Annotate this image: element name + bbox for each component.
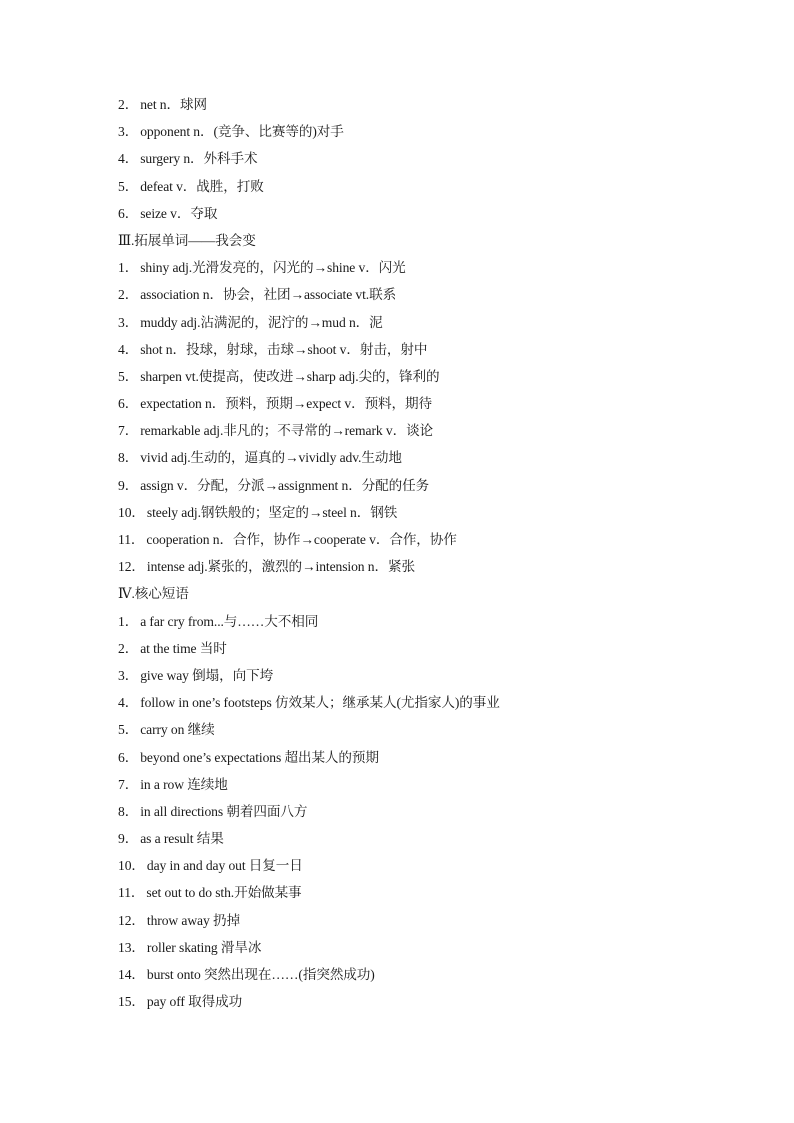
list-item: 13． roller skating 滑旱冰 <box>118 939 262 955</box>
list-item: 11． cooperation n．合作，协作→cooperate v．合作，协作 <box>118 532 457 547</box>
list-item: 5． sharpen vt.使提高，使改进→sharp adj.尖的，锋利的 <box>118 368 440 384</box>
list-item: 6． seize v．夺取 <box>118 205 218 221</box>
list-item: 10． steely adj.钢铁般的；坚定的→steel n．钢铁 <box>118 504 398 520</box>
list-item: 5． defeat v．战胜，打败 <box>118 178 264 194</box>
list-item: 12． throw away 扔掉 <box>118 912 240 928</box>
list-item: 2． net n．球网 <box>118 97 207 112</box>
word-list-continued <box>118 94 738 230</box>
section-heading: Ⅳ.核心短语 <box>118 586 189 602</box>
list-item: 10． day in and day out 日复一日 <box>118 858 303 874</box>
list-item: 2． association n．协会，社团→associate vt.联系 <box>118 287 397 303</box>
list-item: 5． carry on 继续 <box>118 722 215 738</box>
list-item: 8． vivid adj.生动的，逼真的→vividly adv.生动地 <box>118 450 402 466</box>
list-item: 3． muddy adj.沾满泥的，泥泞的→mud n．泥 <box>118 314 383 330</box>
list-item: 3． give way 倒塌，向下垮 <box>118 667 274 683</box>
list-item: 9． as a result 结果 <box>118 831 224 847</box>
list-item: 11． set out to do sth.开始做某事 <box>118 885 302 901</box>
section-heading: Ⅲ.拓展单词——我会变 <box>118 232 256 248</box>
list-item: 1． a far cry from...与……大不相同 <box>118 613 319 629</box>
list-item: 2． at the time 当时 <box>118 640 227 656</box>
list-item: 7． in a row 连续地 <box>118 776 228 792</box>
list-item: 6． expectation n．预料，预期→expect v．预料，期待 <box>118 396 433 412</box>
list-item: 12． intense adj.紧张的，激烈的→intension n．紧张 <box>118 559 415 575</box>
list-item: 14． burst onto 突然出现在……(指突然成功) <box>118 967 375 982</box>
section-core-phrases <box>118 583 738 1018</box>
list-item: 3． opponent n．(竞争、比赛等的)对手 <box>118 124 344 140</box>
list-item: 1． shiny adj.光滑发亮的，闪光的→shine v．闪光 <box>118 260 406 276</box>
list-item: 4． shot n．投球，射球，击球→shoot v．射击，射中 <box>118 341 428 357</box>
list-item: 4． surgery n．外科手术 <box>118 151 258 167</box>
list-item: 7． remarkable adj.非凡的；不寻常的→remark v．谈论 <box>118 423 434 439</box>
list-item: 6． beyond one’s expectations 超出某人的预期 <box>118 749 379 765</box>
list-item: 9． assign v．分配，分派→assignment n．分配的任务 <box>118 477 430 493</box>
list-item: 8． in all directions 朝着四面八方 <box>118 803 308 819</box>
document-page <box>118 94 738 1018</box>
section-extend-words <box>118 230 738 583</box>
list-item: 15． pay off 取得成功 <box>118 994 243 1010</box>
list-item: 4． follow in one’s footsteps 仿效某人；继承某人(尤指家人)的事业 <box>118 695 500 711</box>
